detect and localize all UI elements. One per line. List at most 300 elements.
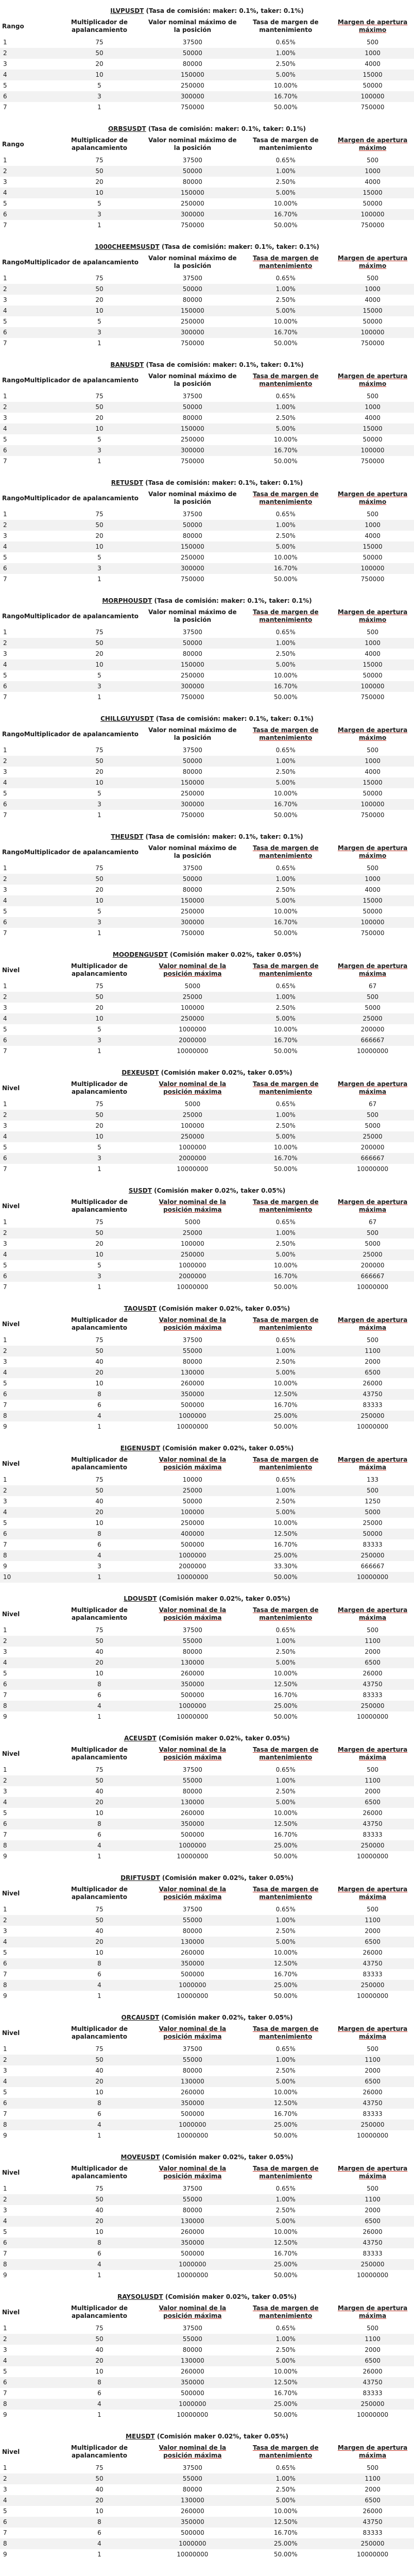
table-cell: 25.00% xyxy=(240,2399,331,2410)
table-cell: 0.65% xyxy=(275,2464,296,2471)
table-cell: 50000 xyxy=(145,48,240,59)
table-cell: 1250 xyxy=(365,1498,381,1505)
contract-symbol: ILVPUSDT xyxy=(110,7,144,14)
table-cell: 1 xyxy=(3,1906,7,1913)
table-cell: 75 xyxy=(95,393,104,400)
table-cell: 50 xyxy=(54,638,145,649)
table-cell: 40 xyxy=(95,1358,104,1365)
table-cell: 4000 xyxy=(365,178,381,185)
table-cell: 16.70% xyxy=(273,2110,298,2117)
leverage-table xyxy=(0,1883,414,2002)
table-cell: 50 xyxy=(54,166,145,177)
pricing-section xyxy=(0,0,414,118)
table-cell: 10 xyxy=(54,423,145,434)
table-cell: 1 xyxy=(97,929,101,937)
column-header-label: Margen de apertura máxima xyxy=(337,2025,408,2040)
table-cell: 3 xyxy=(3,1788,7,1795)
column-header-label: Tasa de margen de mantenimiento xyxy=(252,608,319,623)
table-cell: 5 xyxy=(97,672,101,679)
column-header-label: Tasa de margen de mantenimiento xyxy=(252,726,319,741)
column-header xyxy=(54,1313,145,1335)
table-row xyxy=(0,1411,414,1421)
column-header-label: Tasa de margen de mantenimiento xyxy=(252,1886,319,1901)
column-header-label: Tasa de margen de mantenimiento xyxy=(252,372,319,387)
table-cell: 10 xyxy=(95,1949,104,1956)
table-cell: 75 xyxy=(95,2325,104,2332)
table-cell: 130000 xyxy=(145,1797,240,1808)
table-cell: 50.00% xyxy=(273,1423,298,1430)
table-cell: 2000 xyxy=(365,1648,381,1655)
table-cell: 10 xyxy=(54,541,145,552)
table-cell: 2.50% xyxy=(275,296,296,303)
table-cell: 2.50% xyxy=(275,1358,296,1365)
table-row xyxy=(0,1636,414,1647)
table-cell: 26000 xyxy=(363,1380,383,1387)
table-row xyxy=(0,2410,414,2420)
table-cell: 5.00% xyxy=(240,777,331,788)
table-cell: 3 xyxy=(97,1563,101,1570)
table-header-row xyxy=(0,1743,414,1765)
table-cell: 16.70% xyxy=(240,1035,331,1046)
table-cell: 9 xyxy=(3,1992,7,1999)
table-row xyxy=(0,1926,414,1937)
table-cell: 25.00% xyxy=(240,2538,331,2549)
table-cell: 250000 xyxy=(180,82,204,89)
pricing-section xyxy=(0,1727,414,1867)
column-header-label: Multiplicador de apalancamiento xyxy=(71,1316,128,1331)
table-row xyxy=(0,531,414,541)
table-row xyxy=(0,2227,414,2238)
column-header xyxy=(0,723,145,745)
column-header-label: Multiplicador de apalancamiento xyxy=(71,2025,128,2040)
table-cell: 750000 xyxy=(360,929,385,937)
table-cell: 1.00% xyxy=(240,402,331,413)
table-cell: 1000000 xyxy=(145,2538,240,2549)
table-cell: 250000 xyxy=(180,790,204,797)
table-cell: 400000 xyxy=(145,1529,240,1539)
table-cell: 6 xyxy=(97,2110,101,2117)
table-cell: 50000 xyxy=(145,874,240,885)
table-cell: 250000 xyxy=(331,1701,414,1711)
table-cell: 250000 xyxy=(145,1013,240,1024)
table-cell: 7 xyxy=(3,2389,7,2397)
table-cell: 7 xyxy=(3,1401,7,1409)
table-cell: 37500 xyxy=(182,629,202,636)
table-cell: 50.00% xyxy=(240,1572,331,1583)
table-row xyxy=(0,1840,414,1851)
table-cell: 37500 xyxy=(182,393,202,400)
table-cell: 43750 xyxy=(331,1389,414,1400)
table-cell: 10 xyxy=(95,2089,104,2096)
table-cell: 0.65% xyxy=(275,1906,296,1913)
column-header xyxy=(331,2022,414,2044)
table-cell: 16.70% xyxy=(273,1541,298,1548)
table-cell: 50.00% xyxy=(273,1047,298,1055)
table-cell: 25.00% xyxy=(240,1411,331,1421)
table-cell: 50 xyxy=(54,1228,145,1239)
table-cell: 3 xyxy=(54,799,145,810)
table-cell: 2 xyxy=(0,520,54,531)
table-cell: 50.00% xyxy=(273,2551,298,2558)
table-row xyxy=(0,1668,414,1679)
column-header-label: Multiplicador de apalancamiento xyxy=(71,1746,128,1761)
table-cell: 130000 xyxy=(145,2076,240,2087)
table-cell: 10 xyxy=(95,1519,104,1527)
table-cell: 80000 xyxy=(182,650,202,657)
table-row xyxy=(0,2388,414,2399)
section-title xyxy=(0,2007,414,2022)
table-cell: 16.70% xyxy=(240,1153,331,1164)
table-header-row xyxy=(0,1195,414,1217)
table-cell: 10 xyxy=(54,895,145,906)
leverage-table xyxy=(0,1743,414,1862)
table-cell: 75 xyxy=(95,1906,104,1913)
column-header xyxy=(54,1743,145,1765)
table-cell: 250000 xyxy=(331,1550,414,1561)
table-cell: 55000 xyxy=(145,2055,240,2065)
table-cell: 8 xyxy=(54,1529,145,1539)
column-header xyxy=(240,487,331,509)
table-cell: 10 xyxy=(54,777,145,788)
table-cell: 500 xyxy=(367,2045,379,2053)
table-cell: 1 xyxy=(97,2411,101,2418)
table-cell: 2 xyxy=(0,2334,54,2345)
table-cell: 666667 xyxy=(331,1271,414,1282)
table-cell: 1000000 xyxy=(179,1026,206,1033)
table-cell: 5 xyxy=(3,2368,7,2375)
table-cell: 10.00% xyxy=(273,790,298,797)
table-cell: 2000000 xyxy=(145,1271,240,1282)
pricing-section xyxy=(0,2286,414,2426)
table-cell: 12.50% xyxy=(240,1819,331,1829)
table-cell: 3 xyxy=(54,917,145,928)
table-cell: 50000 xyxy=(363,554,383,561)
column-header xyxy=(54,1077,145,1099)
table-cell: 25000 xyxy=(145,992,240,1003)
table-cell: 10000000 xyxy=(177,1853,209,1860)
table-cell: 10000000 xyxy=(177,1283,209,1291)
table-cell: 0.65% xyxy=(275,157,296,164)
table-cell: 1.00% xyxy=(240,1346,331,1357)
table-cell: 2000 xyxy=(365,2207,381,2214)
pricing-section xyxy=(0,1298,414,1437)
table-cell: 20 xyxy=(54,1367,145,1378)
table-row xyxy=(0,1775,414,1786)
table-cell: 50 xyxy=(54,756,145,767)
table-cell: 10000000 xyxy=(357,2132,389,2139)
table-cell: 250000 xyxy=(331,1411,414,1421)
table-cell: 0.65% xyxy=(275,629,296,636)
table-cell: 50.00% xyxy=(273,1992,298,1999)
table-cell: 75 xyxy=(95,629,104,636)
fee-caption: (Tasa de comisión: maker: 0.1%, taker: 0.1%) xyxy=(144,7,304,14)
table-cell: 50 xyxy=(54,1110,145,1121)
column-header xyxy=(331,841,414,863)
fee-caption: (Tasa de comisión: maker: 0.1%, taker: 0.1%) xyxy=(143,479,303,486)
column-header xyxy=(0,487,145,509)
table-header-row xyxy=(0,487,414,509)
column-header-label: Nivel xyxy=(2,966,20,974)
column-header-label: Valor nominal máximo de la posición xyxy=(148,372,237,387)
table-cell: 100000 xyxy=(331,563,414,574)
table-cell: 80000 xyxy=(182,2067,202,2074)
table-cell: 80000 xyxy=(182,1648,202,1655)
table-cell: 3 xyxy=(3,650,7,657)
table-cell: 6 xyxy=(97,1541,101,1548)
table-cell: 50000 xyxy=(182,1498,202,1505)
table-cell: 4000 xyxy=(365,296,381,303)
table-cell: 10.00% xyxy=(273,1949,298,1956)
table-cell: 1000 xyxy=(331,756,414,767)
table-cell: 1 xyxy=(97,811,101,819)
table-row xyxy=(0,2473,414,2484)
column-header xyxy=(331,959,414,981)
table-cell: 1100 xyxy=(331,1775,414,1786)
table-cell: 4 xyxy=(54,2120,145,2130)
table-cell: 5 xyxy=(97,908,101,915)
table-cell: 4 xyxy=(0,2076,54,2087)
table-row xyxy=(0,2517,414,2528)
table-cell: 3 xyxy=(3,178,7,185)
table-cell: 3 xyxy=(54,563,145,574)
table-row xyxy=(0,649,414,659)
table-cell: 1.00% xyxy=(240,874,331,885)
table-cell: 6 xyxy=(0,1271,54,1282)
table-cell: 5 xyxy=(3,1809,7,1817)
table-cell: 25000 xyxy=(145,1110,240,1121)
table-cell: 7 xyxy=(3,1541,7,1548)
leverage-table xyxy=(0,369,414,467)
table-cell: 83333 xyxy=(363,1971,383,1978)
table-cell: 2.50% xyxy=(275,1648,296,1655)
pricing-section xyxy=(0,2426,414,2565)
table-cell: 300000 xyxy=(145,681,240,692)
table-row xyxy=(0,1421,414,1432)
table-cell: 1 xyxy=(97,1283,101,1291)
table-cell: 6 xyxy=(97,2389,101,2397)
table-cell: 75 xyxy=(95,1100,104,1108)
table-cell: 50.00% xyxy=(273,104,298,111)
pricing-section xyxy=(0,472,414,590)
table-cell: 260000 xyxy=(180,2228,204,2235)
table-cell: 15000 xyxy=(331,541,414,552)
column-header-label: Margen de apertura máximo xyxy=(337,726,408,741)
column-header xyxy=(145,1313,240,1335)
table-cell: 50.00% xyxy=(273,1165,298,1173)
column-header-label: Nivel xyxy=(2,1084,20,1092)
table-cell: 26000 xyxy=(363,1949,383,1956)
column-header xyxy=(240,251,331,273)
table-row xyxy=(0,1367,414,1378)
column-header xyxy=(331,15,414,37)
column-header xyxy=(145,1453,240,1475)
table-cell: 0.65% xyxy=(275,747,296,754)
leverage-table xyxy=(0,841,414,939)
column-header xyxy=(145,841,240,863)
table-cell: 25000 xyxy=(331,1131,414,1142)
table-cell: 50000 xyxy=(145,520,240,531)
table-cell: 1 xyxy=(3,2185,7,2192)
table-cell: 1 xyxy=(3,511,7,518)
table-cell: 6 xyxy=(0,1389,54,1400)
table-cell: 1 xyxy=(97,222,101,229)
table-cell: 4 xyxy=(0,2495,54,2506)
table-cell: 80000 xyxy=(182,2207,202,2214)
table-row xyxy=(0,981,414,992)
column-header-label: Valor nominal máximo de la posición xyxy=(148,844,237,859)
column-header xyxy=(240,1195,331,1217)
column-header-label: Rango xyxy=(2,140,24,148)
table-cell: 500 xyxy=(367,275,379,282)
table-cell: 50000 xyxy=(363,318,383,325)
column-header-label: Valor nominal de la posición máxima xyxy=(159,2304,227,2319)
table-cell: 25.00% xyxy=(240,2259,331,2270)
table-cell: 250000 xyxy=(145,1131,240,1142)
table-cell: 16.70% xyxy=(273,1401,298,1409)
table-cell: 5 xyxy=(3,790,7,797)
table-row xyxy=(0,810,414,821)
table-cell: 100000 xyxy=(180,1004,204,1011)
table-cell: 350000 xyxy=(145,2517,240,2528)
table-cell: 1 xyxy=(3,2325,7,2332)
column-header-label: Tasa de margen de mantenimiento xyxy=(252,255,319,269)
table-cell: 3 xyxy=(3,886,7,893)
column-header-label: Nivel xyxy=(2,1320,20,1328)
table-cell: 500000 xyxy=(180,2389,204,2397)
table-cell: 350000 xyxy=(145,1958,240,1969)
table-cell: 10 xyxy=(54,1013,145,1024)
table-cell: 0.65% xyxy=(275,39,296,46)
table-cell: 4 xyxy=(0,777,54,788)
table-row xyxy=(0,2355,414,2366)
column-header xyxy=(0,1743,54,1765)
table-cell: 50000 xyxy=(145,284,240,295)
table-row xyxy=(0,2076,414,2087)
table-cell: 67 xyxy=(368,982,377,990)
table-cell: 0.65% xyxy=(275,2045,296,2053)
table-cell: 500 xyxy=(367,393,379,400)
table-row xyxy=(0,1829,414,1840)
column-header xyxy=(145,959,240,981)
table-header-row xyxy=(0,369,414,391)
table-cell: 10.00% xyxy=(273,200,298,207)
column-header xyxy=(0,2022,54,2044)
table-cell: 5.00% xyxy=(240,659,331,670)
column-header xyxy=(145,605,240,627)
table-row xyxy=(0,799,414,810)
table-row xyxy=(0,874,414,885)
table-cell: 130000 xyxy=(145,2355,240,2366)
column-header xyxy=(331,133,414,155)
table-cell: 250000 xyxy=(180,318,204,325)
table-cell: 6500 xyxy=(331,2216,414,2227)
table-cell: 50 xyxy=(54,520,145,531)
table-cell: 3 xyxy=(54,327,145,338)
pricing-section xyxy=(0,708,414,826)
table-cell: 1.00% xyxy=(240,48,331,59)
table-cell: 8 xyxy=(0,1980,54,1991)
table-cell: 260000 xyxy=(180,1670,204,1677)
table-cell: 15000 xyxy=(331,895,414,906)
contract-symbol: MOODENGUSDT xyxy=(112,951,168,958)
section-title xyxy=(0,472,414,487)
column-header-label: Multiplicador de apalancamiento xyxy=(71,1886,128,1901)
column-header-label: Margen de apertura máxima xyxy=(337,2444,408,2459)
table-cell: 5 xyxy=(97,1144,101,1151)
fee-caption: (Tasa de comisión: maker: 0.1%, taker: 0.1%) xyxy=(146,125,306,132)
table-row xyxy=(0,574,414,585)
table-cell: 80000 xyxy=(182,414,202,421)
table-cell: 80000 xyxy=(182,296,202,303)
table-cell: 100000 xyxy=(331,445,414,456)
table-cell: 20 xyxy=(54,2076,145,2087)
table-cell: 100000 xyxy=(180,1122,204,1129)
table-cell: 2000000 xyxy=(145,1153,240,1164)
table-cell: 10.00% xyxy=(273,1262,298,1269)
table-cell: 4 xyxy=(0,659,54,670)
column-header xyxy=(240,1077,331,1099)
table-cell: 75 xyxy=(95,865,104,872)
table-cell: 6 xyxy=(0,563,54,574)
table-cell: 50.00% xyxy=(273,811,298,819)
table-cell: 5 xyxy=(97,318,101,325)
table-cell: 1100 xyxy=(331,1346,414,1357)
table-cell: 25.00% xyxy=(240,1701,331,1711)
column-header xyxy=(331,1883,414,1904)
table-cell: 2000 xyxy=(365,2486,381,2493)
contract-symbol: 1000CHEEMSUSDT xyxy=(94,243,160,250)
table-cell: 50 xyxy=(54,874,145,885)
table-cell: 1 xyxy=(3,1218,7,1226)
table-cell: 9 xyxy=(3,2551,7,2558)
table-cell: 666667 xyxy=(360,1563,385,1570)
table-row xyxy=(0,1808,414,1819)
table-row xyxy=(0,1475,414,1485)
section-title xyxy=(0,1727,414,1743)
leverage-table xyxy=(0,15,414,113)
table-row xyxy=(0,1142,414,1153)
table-cell: 10 xyxy=(54,70,145,80)
table-row xyxy=(0,906,414,917)
table-cell: 40 xyxy=(95,2486,104,2493)
column-header xyxy=(0,1313,54,1335)
column-header xyxy=(145,723,240,745)
table-cell: 1.00% xyxy=(240,284,331,295)
table-cell: 500 xyxy=(331,992,414,1003)
table-cell: 100000 xyxy=(180,1240,204,1247)
table-cell: 10 xyxy=(95,2368,104,2375)
table-cell: 43750 xyxy=(331,2098,414,2109)
table-header-row xyxy=(0,2162,414,2183)
table-cell: 2 xyxy=(0,402,54,413)
table-cell: 55000 xyxy=(145,2194,240,2205)
table-cell: 5 xyxy=(97,82,101,89)
pricing-section xyxy=(0,1867,414,2007)
table-cell: 5000 xyxy=(365,1004,381,1011)
fee-caption: (Tasa de comisión: maker: 0.1%, taker: 0.1%) xyxy=(144,361,304,368)
table-cell: 2.50% xyxy=(275,2346,296,2353)
column-header xyxy=(240,133,331,155)
table-cell: 4 xyxy=(0,306,54,316)
table-cell: 1.00% xyxy=(240,2055,331,2065)
table-cell: 1000000 xyxy=(145,2259,240,2270)
table-cell: 500 xyxy=(367,2325,379,2332)
table-header-row xyxy=(0,723,414,745)
column-header-label: RangoMultiplicador de apalancamiento xyxy=(2,494,139,502)
table-cell: 50 xyxy=(54,402,145,413)
table-row xyxy=(0,1851,414,1862)
table-row xyxy=(0,48,414,59)
